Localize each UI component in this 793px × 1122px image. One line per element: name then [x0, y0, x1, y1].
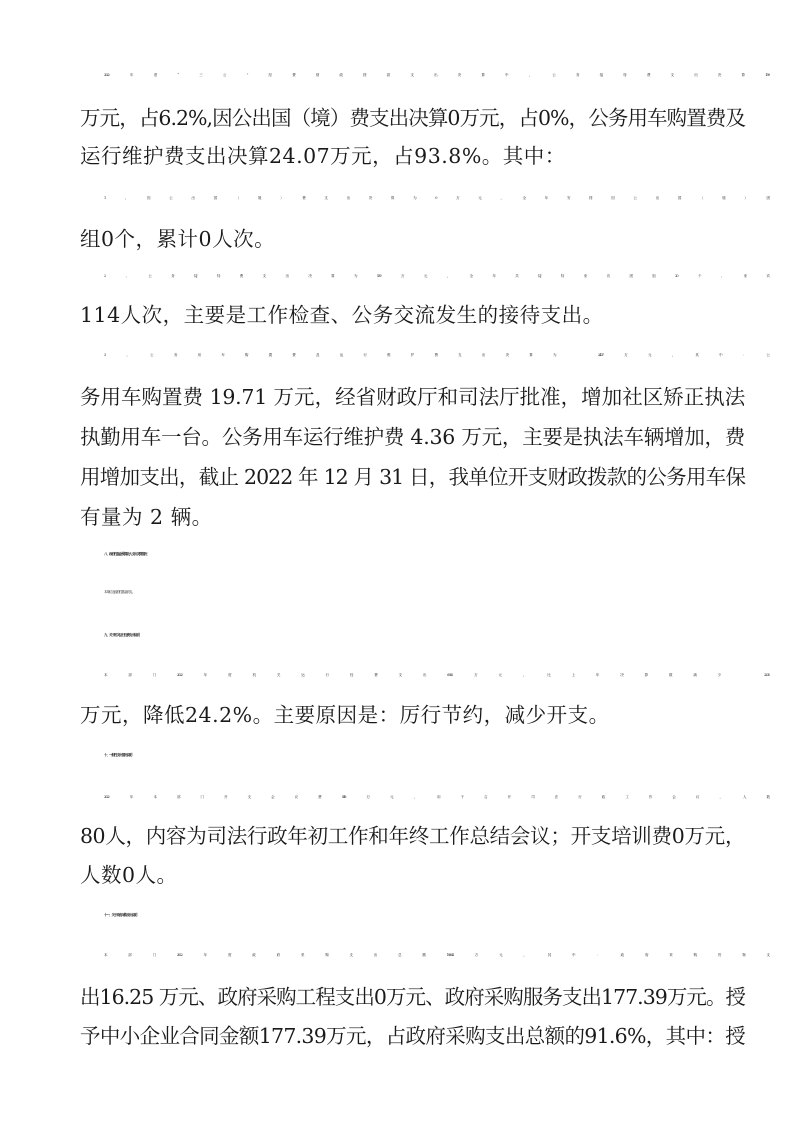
paragraph-line: 114人次，主要是工作检查、公务交流发生的接待支出。	[80, 303, 604, 327]
paragraph-line: 人数0人。	[80, 863, 178, 887]
paragraph-line: 出16.25 万元、政府采购工程支出0万元、政府采购服务支出177.39万元。授	[80, 985, 745, 1009]
paragraph-line: 3、公务用车购置费及运行维护费支出决算为 24.07 万元，其中：公	[104, 353, 769, 357]
paragraph-line: 执勤用车一台。公务用车运行维护费 4.36 万元，主要是执法车辆增加，费	[80, 425, 745, 449]
paragraph-line: 1、因公出国（境）费支出决算为0万元，全年安排因公出国（境）团	[104, 196, 769, 200]
section-heading: 十一、关于政府采购支出说明	[104, 913, 137, 917]
paragraph-line: 有量为 2 辆。	[80, 505, 213, 529]
paragraph-line: 予中小企业合同金额177.39万元，占政府采购支出总额的91.6%，其中：授	[80, 1024, 745, 1048]
section-heading: 十、一般性支出情况说明	[104, 753, 132, 757]
paragraph-line: 80人，内容为司法行政年初工作和年终工作总结会议；开支培训费0万元，	[80, 824, 745, 848]
paragraph-line: 本单位无政府性基金收支。	[104, 590, 134, 594]
paragraph-line: 用增加支出，截止 2022 年 12 月 31 日，我单位开支财政拨款的公务用车保	[80, 465, 745, 489]
paragraph-line: 万元，占6.2%,因公出国（境）费支出决算0万元，占0%，公务用车购置费及	[80, 106, 745, 130]
paragraph-line: 务用车购置费 19.71 万元，经省财政厅和司法厅批准，增加社区矫正执法	[80, 385, 745, 409]
paragraph-line: 2022年度“三公”经费财政拨款支出决算中，公务接待费支出决算1.59	[104, 73, 769, 77]
section-heading: 九、关于机关运行经费支出说明	[104, 633, 139, 637]
paragraph-line: 2022年本部门开支会议费0.18万元，用于召开司法行政工作会议，人数	[104, 795, 769, 799]
paragraph-line: 本部门2022年度政府采购支出总额193.64万元，其中：政府采购货物支	[104, 953, 769, 957]
paragraph-line: 2、公务接待费支出决算为1.59万元，全年共接待来访团组20个、来宾	[104, 274, 769, 278]
paragraph-line: 本部门2022年度机关运行经费支出69.02万元，比上年决算数减少 22.05	[104, 673, 769, 677]
paragraph-line: 运行维护费支出决算24.07万元，占93.8%。其中：	[80, 144, 566, 168]
section-heading: 八、政府性基金预算收入支出决算情况	[104, 552, 147, 556]
paragraph-line: 组0个，累计0人次。	[80, 227, 276, 251]
paragraph-line: 万元，降低24.2%。主要原因是：厉行节约，减少开支。	[80, 703, 610, 727]
